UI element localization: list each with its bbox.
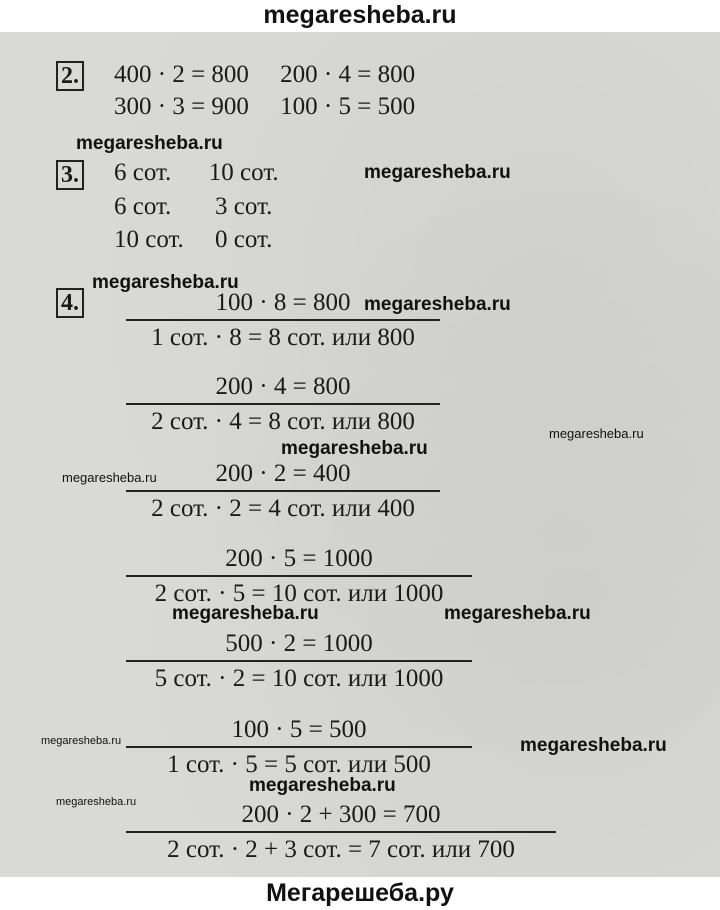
- task-3-line-3: 10 сот. 0 сот.: [114, 226, 273, 253]
- fraction-2: [126, 372, 440, 437]
- fraction-3: [126, 459, 440, 524]
- watermark: megaresheba.ru: [520, 735, 667, 756]
- fraction-4-bottom: 2 сот. · 5 = 10 сот. или 1000: [154, 580, 444, 607]
- task-3-line-2: 6 сот. 3 сот.: [114, 193, 273, 220]
- fraction-6-bar: [126, 746, 472, 748]
- fraction-5-bar: [126, 660, 472, 662]
- watermark: megaresheba.ru: [92, 272, 239, 293]
- fraction-6-bottom: 1 сот. · 5 = 5 сот. или 500: [167, 751, 431, 778]
- fraction-4-bar: [126, 575, 472, 577]
- fraction-7: [126, 800, 556, 865]
- fraction-2-bottom: 2 сот. · 4 = 8 сот. или 800: [151, 408, 415, 435]
- fraction-7-bottom: 2 сот. · 2 + 3 сот. = 7 сот. или 700: [167, 836, 515, 863]
- fraction-7-top: 200 · 2 + 300 = 700: [241, 801, 441, 828]
- watermark: megaresheba.ru: [281, 438, 428, 459]
- fraction-3-bottom: 2 сот. · 2 = 4 сот. или 400: [151, 495, 415, 522]
- task-4-number: 4.: [56, 288, 84, 318]
- watermark: megaresheba.ru: [172, 603, 319, 624]
- task-2-line-2: 300 · 3 = 900 100 · 5 = 500: [114, 93, 416, 120]
- fraction-4: [126, 544, 472, 609]
- fraction-6: [126, 715, 472, 780]
- task-2-number: 2.: [56, 61, 84, 91]
- task-3-line-1: 6 сот. 10 сот.: [114, 159, 279, 186]
- fraction-7-bar: [126, 831, 556, 833]
- watermark: megaresheba.ru: [56, 796, 137, 808]
- fraction-4-top: 200 · 5 = 1000: [225, 545, 373, 572]
- fraction-5: [126, 629, 472, 694]
- watermark: megaresheba.ru: [444, 603, 591, 624]
- fraction-1-top: 100 · 8 = 800: [215, 289, 351, 316]
- watermark: megaresheba.ru: [249, 775, 396, 796]
- fraction-3-top: 200 · 2 = 400: [215, 460, 351, 487]
- fraction-2-bar: [126, 403, 440, 405]
- fraction-5-top: 500 · 2 = 1000: [225, 630, 373, 657]
- fraction-3-bar: [126, 490, 440, 492]
- task-3-number: 3.: [56, 160, 84, 190]
- fraction-6-top: 100 · 5 = 500: [231, 716, 367, 743]
- fraction-1-bar: [126, 319, 440, 321]
- site-footer: Мегарешеба.ру: [0, 877, 720, 910]
- fraction-2-top: 200 · 4 = 800: [215, 373, 351, 400]
- site-header: megaresheba.ru: [0, 0, 720, 32]
- watermark: megaresheba.ru: [76, 133, 223, 154]
- fraction-5-bottom: 5 сот. · 2 = 10 сот. или 1000: [154, 665, 444, 692]
- task-2-line-1: 400 · 2 = 800 200 · 4 = 800: [114, 61, 416, 88]
- watermark: megaresheba.ru: [364, 162, 511, 183]
- fraction-1-bottom: 1 сот. · 8 = 8 сот. или 800: [151, 324, 415, 351]
- watermark: megaresheba.ru: [364, 294, 511, 315]
- watermark: megaresheba.ru: [41, 735, 122, 747]
- watermark: megaresheba.ru: [62, 470, 157, 485]
- watermark: megaresheba.ru: [549, 426, 644, 441]
